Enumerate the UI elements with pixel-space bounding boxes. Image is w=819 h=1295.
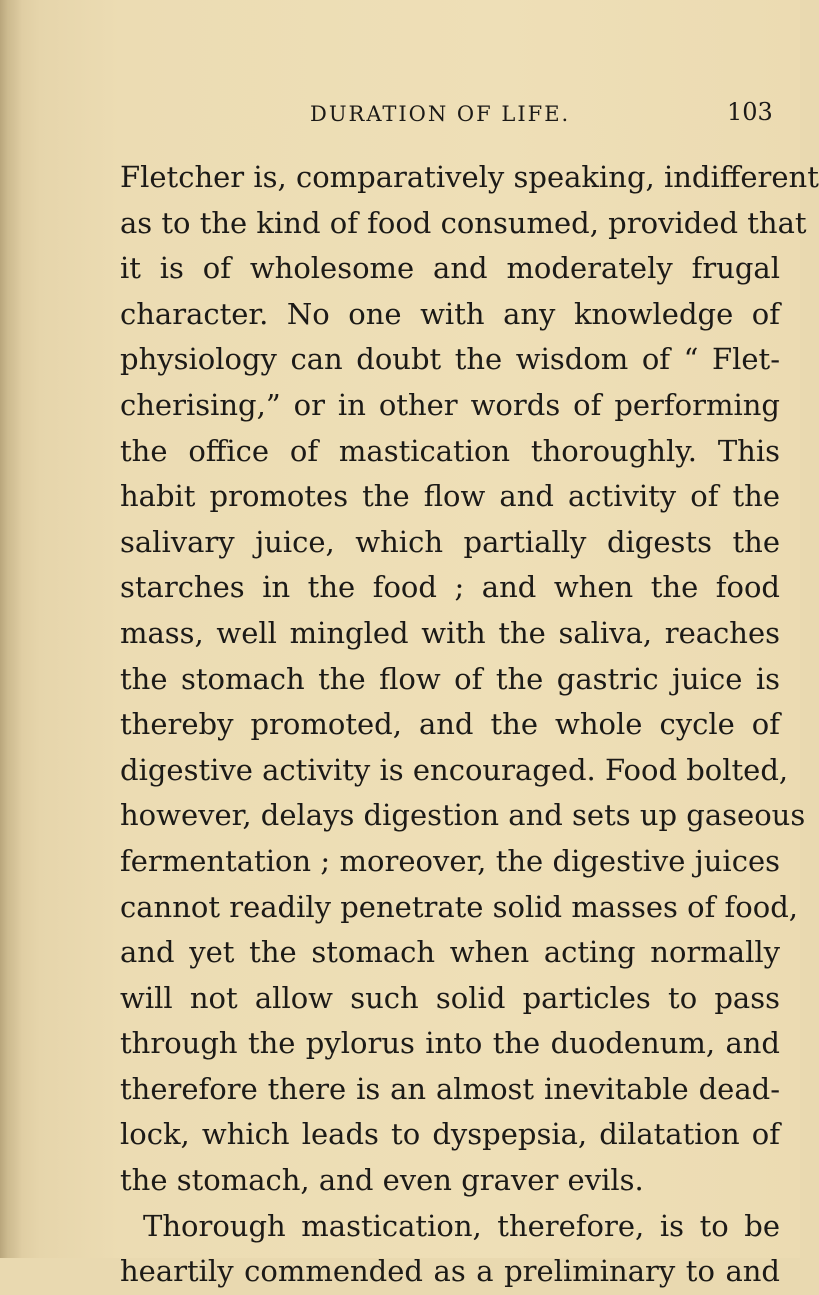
text-line: character. No one with any knowledge of	[120, 296, 780, 331]
text-line: therefore there is an almost inevitable dead-	[120, 1071, 780, 1106]
text-line: digestive activity is encouraged. Food bolted,	[120, 752, 789, 787]
text-line: salivary juice, which partially digests the	[120, 524, 780, 559]
text-line: lock, which leads to dyspepsia, dilatation of	[120, 1117, 780, 1152]
text-line: fermentation ; moreover, the digestive juices	[120, 843, 780, 878]
text-line: the stomach the flow of the gastric juice is	[120, 661, 780, 696]
text-line: Fletcher is, comparatively speaking, indifferent	[120, 160, 819, 194]
text-line: the stomach, and even graver evils.	[120, 1163, 644, 1198]
text-line: physiology can doubt the wisdom of “ Flet-	[120, 342, 780, 377]
text-line: thereby promoted, and the whole cycle of	[120, 707, 780, 742]
body-text	[120, 155, 819, 1295]
text-line: heartily commended as a preliminary to and	[120, 1254, 780, 1289]
binding-edge	[0, 0, 22, 1258]
text-line: mass, well mingled with the saliva, reaches	[120, 615, 780, 650]
text-line: habit promotes the flow and activity of the	[120, 479, 780, 514]
text-line: however, delays digestion and sets up gaseous	[120, 798, 806, 833]
text-line: cannot readily penetrate solid masses of food,	[120, 889, 798, 924]
page-number: 103	[727, 98, 773, 126]
text-line: through the pylorus into the duodenum, and	[120, 1026, 780, 1061]
running-title: DURATION OF LIFE.	[310, 102, 571, 126]
text-line: as to the kind of food consumed, provided that	[120, 205, 807, 240]
text-line: Thorough mastication, therefore, is to be	[143, 1208, 780, 1243]
text-line: it is of wholesome and moderately frugal	[120, 251, 780, 286]
text-line: the office of mastication thoroughly. This	[120, 433, 780, 468]
text-line: and yet the stomach when acting normally	[120, 935, 780, 970]
text-line: starches in the food ; and when the food	[120, 570, 780, 605]
text-line: will not allow such solid particles to pass	[120, 980, 780, 1015]
text-line: cherising,” or in other words of performing	[120, 387, 780, 422]
